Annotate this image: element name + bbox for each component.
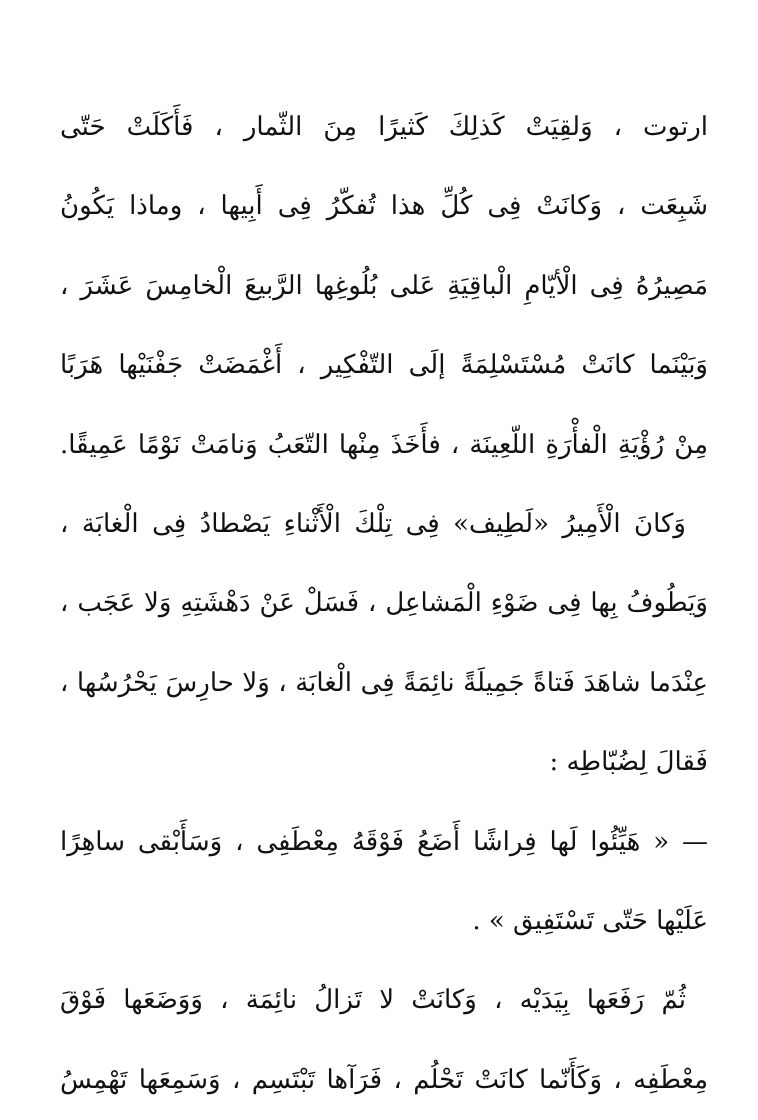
text-line: — « هَيِّئُوا لَها فِراشًا أَضَعُ فَوْقَهُ مِعْطَفِى ، وَسَأَبْقى ساهِرًا xyxy=(60,826,708,857)
text-line: وَكانَ الْأَمِيرُ «لَطِيف» فِى تِلْكَ الْأَثْناءِ يَصْطادُ فِى الْغابَة ، xyxy=(60,508,686,539)
text-line: عِنْدَما شاهَدَ فَتاةً جَمِيلَةً نائِمَةً فِى الْغابَة ، وَلا حارِسَ يَحْرُسُها ، xyxy=(60,667,708,698)
text-line: مَصِيرُهُ فِى الْأيّامِ الْباقِيَةِ عَلى بُلُوغِها الرَّبيعَ الْخامِسَ عَشَرَ ، xyxy=(60,270,708,301)
text-line: مِعْطَفِه ، وَكَأَنّما كانَتْ تَحْلُم ، فَرَآها تَبْتَسِم ، وَسَمِعَها تَهْمِسُ xyxy=(60,1064,708,1095)
body-text xyxy=(60,88,708,1120)
text-line: وَبَيْنَما كانَتْ مُسْتَسْلِمَةً إلَى التّفْكِير ، أَغْمَضَتْ جَفْنَيْها هَرَبًا xyxy=(60,350,708,381)
text-line: ارتوت ، وَلقِيَتْ كَذلِكَ كَثيرًا مِنَ الثّمار ، فَأَكَلَتْ حَتّى xyxy=(60,112,708,142)
text-line: مِنْ رُؤْيَةِ الْفأْرَةِ اللّعِينَة ، فأَخَذَ مِنْها التّعَبُ وَنامَتْ نَوْمًا عَمِيقًا. xyxy=(60,429,708,460)
text-line: فَقالَ لِضُبّاطِه : xyxy=(549,747,708,778)
text-line: ثُمّ رَفَعَها بِيَدَيْه ، وَكانَتْ لا تَزالُ نائِمَة ، وَوَضَعَها فَوْقَ xyxy=(60,985,686,1016)
text-line: شَبِعَت ، وَكانَتْ فِى كُلِّ هذا تُفكّرُ فِى أَبِيها ، وماذا يَكُونُ xyxy=(60,191,708,222)
text-line: وَيَطُوفُ بِها فِى ضَوْءِ الْمَشاعِل ، فَسَلْ عَنْ دَهْشَتِهِ وَلا عَجَب ، xyxy=(60,588,708,619)
text-line: عَلَيْها حَتّى تَسْتَفِيق » . xyxy=(472,905,708,936)
